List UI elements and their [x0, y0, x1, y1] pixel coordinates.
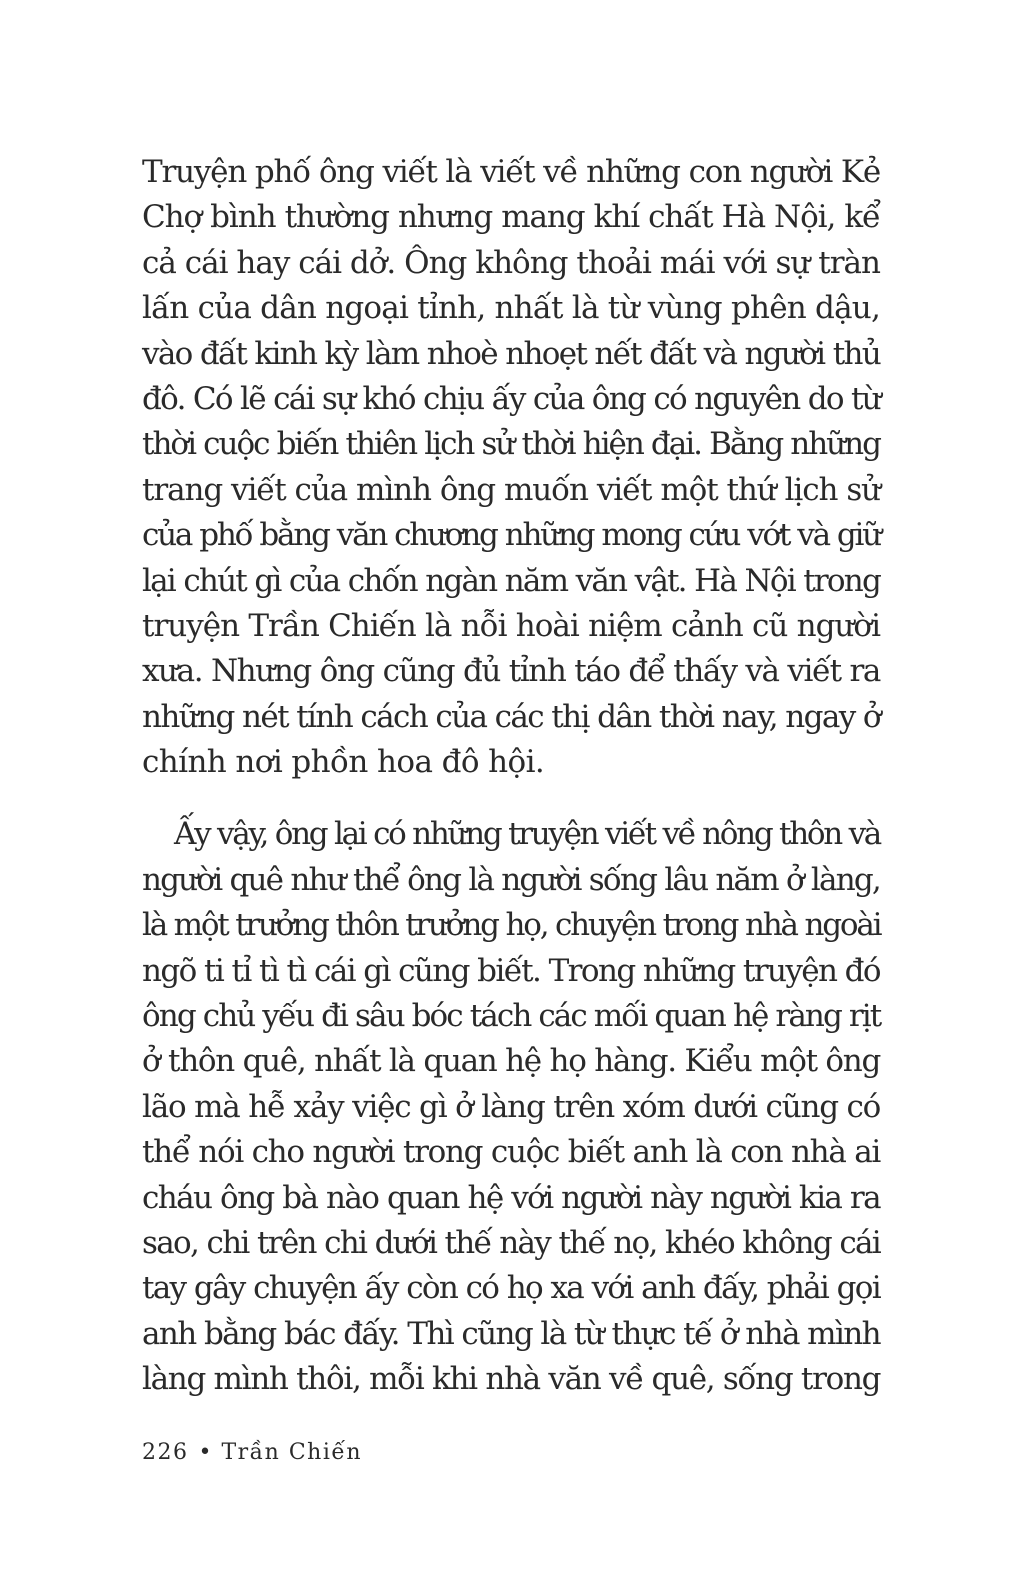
running-author: Trần Chiến	[221, 1440, 363, 1465]
footer-separator: •	[198, 1440, 212, 1465]
page-footer	[142, 1440, 362, 1465]
text-line: là một trưởng thôn trưởng họ, chuyện trong nhà ngoài	[142, 907, 881, 944]
text-line: trang viết của mình ông muốn viết một thứ lịch sử	[142, 471, 880, 508]
text-line: người quê như thể ông là người sống lâu năm ở làng,	[142, 861, 880, 898]
text-line: thể nói cho người trong cuộc biết anh là con nhà ai	[142, 1134, 880, 1171]
text-line: thời cuộc biến thiên lịch sử thời hiện đại. Bằng những	[142, 426, 880, 463]
text-line: tay gây chuyện ấy còn có họ xa với anh đấy, phải gọi	[142, 1270, 880, 1307]
text-line: lấn của dân ngoại tỉnh, nhất là từ vùng phên dậu,	[142, 290, 880, 327]
text-line: làng mình thôi, mỗi khi nhà văn về quê, sống trong	[142, 1361, 881, 1398]
text-line: sao, chi trên chi dưới thế này thế nọ, khéo không cái	[142, 1224, 880, 1261]
text-line: Chợ bình thường nhưng mang khí chất Hà Nội, kể	[142, 199, 880, 236]
text-line: truyện Trần Chiến là nỗi hoài niệm cảnh cũ người	[142, 607, 880, 644]
text-line: chính nơi phồn hoa đô hội.	[142, 744, 545, 781]
page-body	[142, 150, 880, 1403]
text-line: anh bằng bác đấy. Thì cũng là từ thực tế ở nhà mình	[142, 1315, 880, 1352]
paragraph-1	[142, 150, 880, 785]
text-line: vào đất kinh kỳ làm nhoè nhoẹt nết đất và người thủ	[142, 335, 880, 372]
text-line: xưa. Nhưng ông cũng đủ tỉnh táo để thấy và viết ra	[142, 653, 880, 690]
text-line: Truyện phố ông viết là viết về những con người Kẻ	[142, 154, 880, 190]
text-line: ngõ ti tỉ tì tì cái gì cũng biết. Trong những truyện đó	[142, 952, 880, 989]
text-line: đô. Có lẽ cái sự khó chịu ấy của ông có nguyên do từ	[142, 380, 880, 417]
text-line: ở thôn quê, nhất là quan hệ họ hàng. Kiểu một ông	[142, 1043, 880, 1080]
text-line: ông chủ yếu đi sâu bóc tách các mối quan hệ ràng rịt	[142, 998, 881, 1035]
text-line: Ấy vậy, ông lại có những truyện viết về nông thôn và	[174, 816, 880, 853]
text-line: cháu ông bà nào quan hệ với người này người kia ra	[142, 1179, 880, 1216]
text-line: của phố bằng văn chương những mong cứu vớt và giữ	[142, 517, 880, 554]
text-line: những nét tính cách của các thị dân thời nay, ngay ở	[142, 698, 880, 735]
text-line: lão mà hễ xảy việc gì ở làng trên xóm dưới cũng có	[142, 1088, 881, 1125]
text-line: lại chút gì của chốn ngàn năm văn vật. Hà Nội trong	[142, 562, 880, 599]
text-line: cả cái hay cái dở. Ông không thoải mái với sự tràn	[142, 244, 880, 281]
paragraph-2	[142, 812, 880, 1402]
page-number: 226	[142, 1440, 189, 1465]
